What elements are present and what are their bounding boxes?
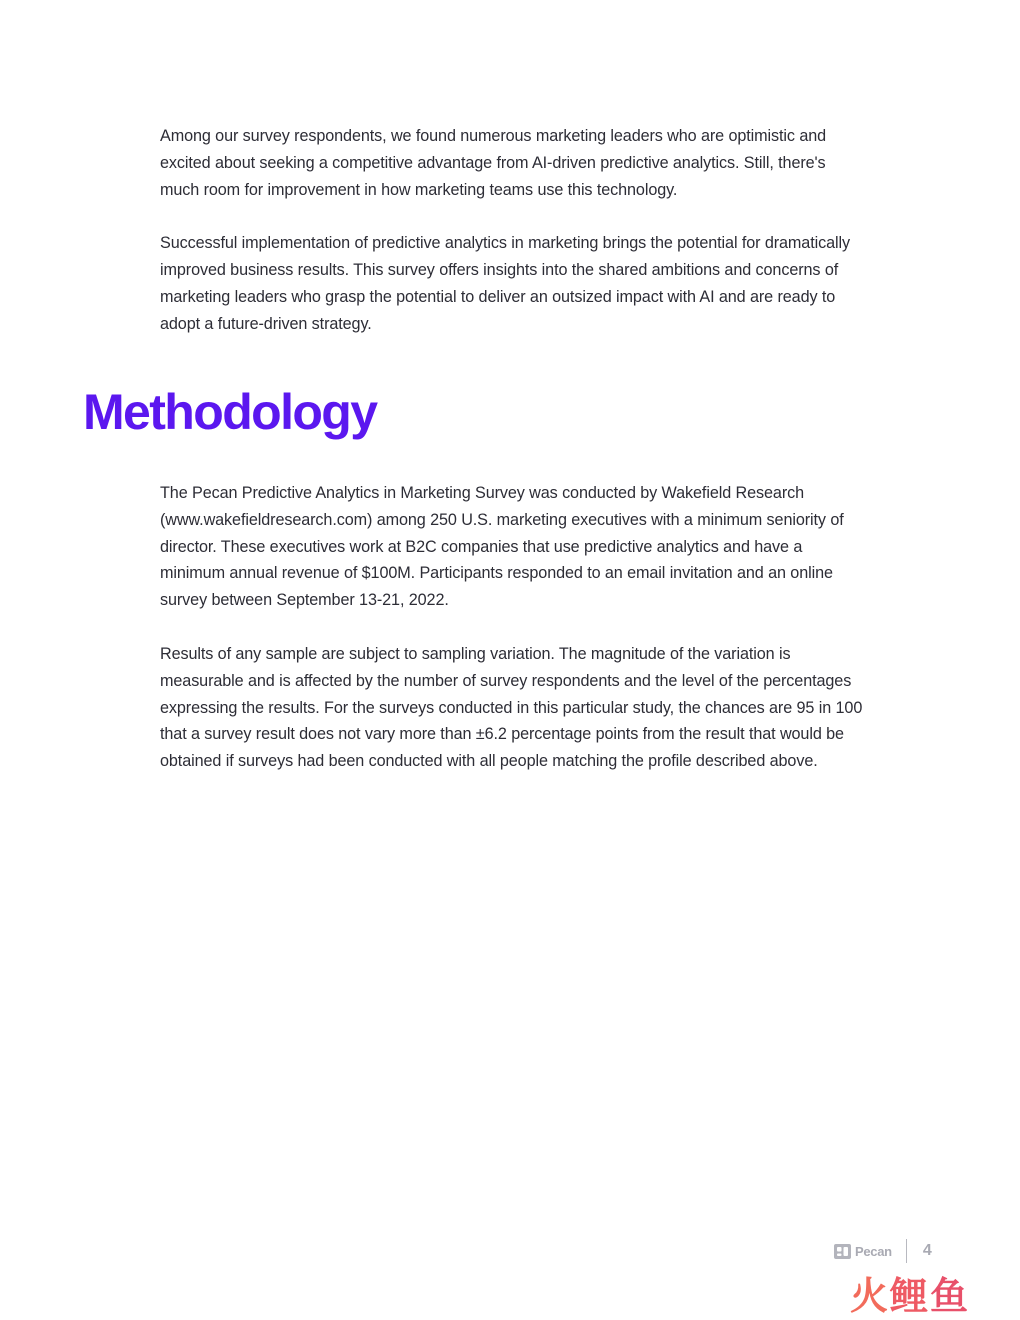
methodology-heading: Methodology: [83, 384, 377, 440]
methodology-paragraph-1: The Pecan Predictive Analytics in Marketing Survey was conducted by Wakefield Research (www.wakefieldresearch.com) among 250 U.S. marketing executives with a minimum seniority of director. These executives work at B2C companies that use predictive analytics and have a minimum annual revenue of $100M. Participants responded to an email invitation and an online survey between September 13-21, 2022.: [160, 484, 844, 610]
watermark: [850, 1276, 1000, 1316]
methodology-section: [160, 480, 865, 802]
intro-paragraph-1: Among our survey respondents, we found numerous marketing leaders who are optimistic and excited about seeking a competitive advantage from AI-driven predictive analytics. Still, there's much room for improvement in how marketing teams use this technology.: [160, 127, 827, 199]
watermark-char-2: 鲤: [890, 1274, 931, 1318]
intro-paragraph-2: Successful implementation of predictive analytics in marketing brings the potential for dramatically improved business results. This survey offers insights into the shared ambitions and concerns of marketing leaders who grasp the potential to deliver an outsized impact with AI and are ready to adopt a future-driven strategy.: [160, 234, 850, 333]
footer-divider: [906, 1239, 907, 1263]
page-number: 4: [922, 1242, 932, 1259]
page-footer: [834, 1238, 932, 1264]
watermark-char-1: 火: [850, 1274, 891, 1318]
intro-section: [160, 123, 865, 365]
logo-text: Pecan: [855, 1243, 892, 1259]
pecan-logo-icon: [834, 1244, 851, 1259]
methodology-paragraph-2: Results of any sample are subject to sampling variation. The magnitude of the variation is measurable and is affected by the number of survey respondents and the level of the percentages expressing the results. For the surveys conducted in this particular study, the chances are 95 in 100 that a survey result does not vary more than ±6.2 percentage points from the result that would be obtained if surveys had been conducted with all people matching the profile described above.: [160, 644, 863, 771]
pecan-logo: [834, 1244, 892, 1259]
watermark-char-3: 鱼: [930, 1274, 971, 1318]
